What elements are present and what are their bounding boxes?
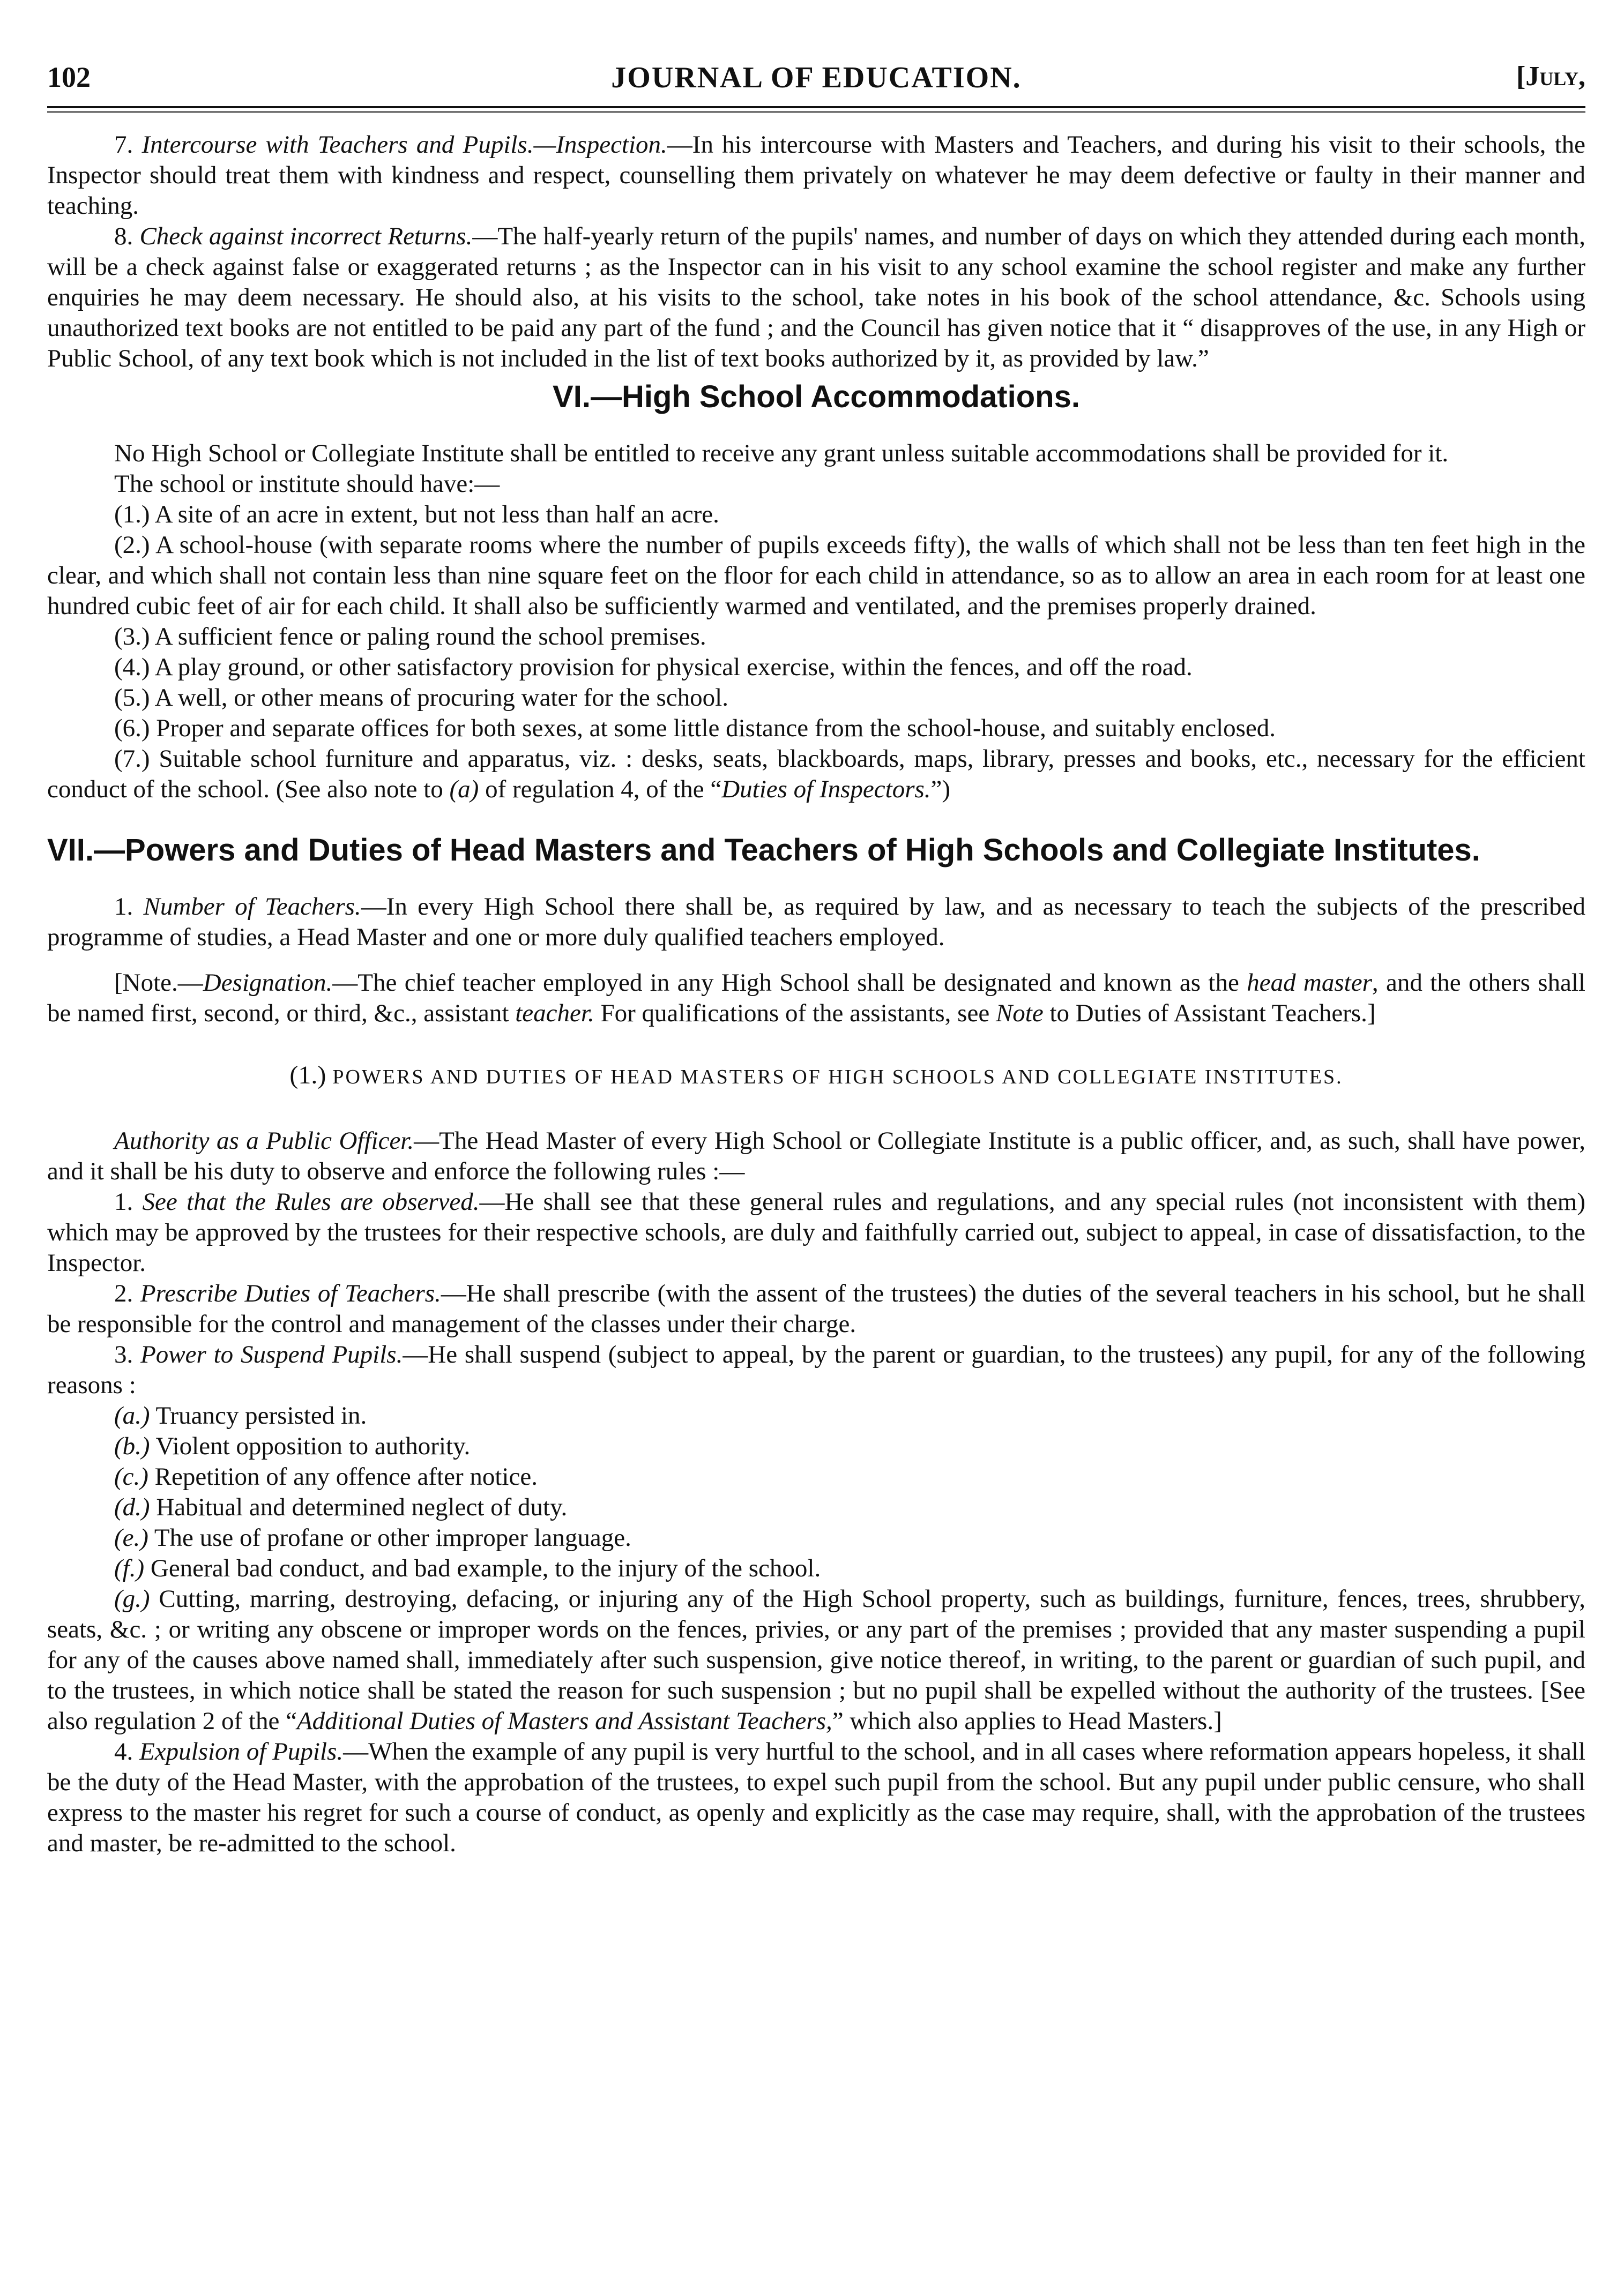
journal-title: JOURNAL OF EDUCATION.	[611, 61, 1022, 94]
list-item: (1.) A site of an acre in extent, but not less than half an acre.	[114, 500, 719, 528]
section-heading-head-masters: VII.—Powers and Duties of Head Masters and Teachers of High Schools and Collegiate Institutes.	[47, 833, 1480, 867]
journal-page	[47, 0, 1585, 2296]
paragraph-authority: Authority as a Public Officer.—The Head Master of every High School or Collegiate Institute is a public officer, and, as such, shall have power, and it shall be his duty to observe and enforce the following rules :—	[47, 1127, 1586, 1185]
paragraph-number-of-teachers: 1. Number of Teachers.—In every High School there shall be, as required by law, and as necessary to teach the subjects of the prescribed programme of studies, a Head Master and one or more duly qualified teachers employed.	[47, 893, 1585, 951]
reason-item: (g.) Cutting, marring, destroying, defacing, or injuring any of the High School property, such as buildings, furniture, fences, trees, shrubbery, seats, &c. ; or writing any obscene or improper words on the fences, privies, or any part of the premises ; provided that any master suspending a pupil for any of the causes above named shall, immediately after such suspension, give notice thereof, in writing, to the parent or guardian of such pupil, and to the trustees, in which notice shall be stated the reason for such suspension ; but no pupil shall be expelled without the authority of the trustees. [See also regulation 2 of the “Additional Duties of Masters and Assistant Teachers,” which also applies to Head Masters.]	[47, 1585, 1585, 1735]
paragraph-accommodations-intro: No High School or Collegiate Institute shall be entitled to receive any grant unless suitable accommodations shall be provided for it.	[114, 439, 1449, 467]
reason-item: (b.) Violent opposition to authority.	[114, 1432, 471, 1460]
reason-item: (d.) Habitual and determined neglect of duty.	[114, 1493, 568, 1521]
paragraph-returns: 8. Check against incorrect Returns.—The half-yearly return of the pupils' names, and number of days on which they attended during each month, will be a check against false or exaggerated returns ; as the Inspector can in his visit to any school examine the school register and make any further enquiries he may deem necessary. He should also, at his visits to the school, take notes in his book of the school attendance, &c. Schools using unauthorized text books are not entitled to be paid any part of the fund ; and the Council has given notice that it “ disapproves of the use, in any High or Public School, of any text book which is not included in the list of text books authorized by it, as provided by law.”	[47, 222, 1585, 372]
list-item: (5.) A well, or other means of procuring water for the school.	[114, 684, 728, 712]
reason-item: (e.) The use of profane or other improper language.	[114, 1524, 631, 1552]
reason-item: (c.) Repetition of any offence after notice.	[114, 1463, 538, 1491]
paragraph-inspection: 7. Intercourse with Teachers and Pupils.—Inspection.—In his intercourse with Masters and Teachers, and during his visit to their schools, the Inspector should treat them with kindness and respect, counselling them privately on whatever he may deem defective or faulty in their manner and teaching.	[47, 131, 1586, 220]
rule-item: 4. Expulsion of Pupils.—When the example of any pupil is very hurtful to the school, and in all cases where reformation appears hopeless, it shall be the duty of the Head Master, with the approbation of the trustees, to expel such pupil from the school. But any pupil under public censure, who shall express to the master his regret for such a course of conduct, as openly and explicitly as the case may require, shall, with the approbation of the trustees and master, be re-admitted to the school.	[47, 1738, 1586, 1857]
list-item: (4.) A play ground, or other satisfactory provision for physical exercise, within the fences, and off the road.	[114, 653, 1193, 681]
paragraph-heading: Check against incorrect Returns.	[139, 222, 473, 250]
header-rule-bottom	[47, 111, 1585, 113]
rule-item: 2. Prescribe Duties of Teachers.—He shall prescribe (with the assent of the trustees) the duties of the several teachers in his school, but he shall be responsible for the control and management of the classes under their charge.	[47, 1280, 1586, 1338]
reason-item: (a.) Truancy persisted in.	[114, 1402, 367, 1430]
rule-item: 3. Power to Suspend Pupils.—He shall suspend (subject to appeal, by the parent or guardian, to the trustees) any pupil, for any of the following reasons :	[47, 1341, 1585, 1399]
list-item: (7.) Suitable school furniture and apparatus, viz. : desks, seats, blackboards, maps, library, presses and books, etc., necessary for the efficient conduct of the school. (See also note to (a) of regulation 4, of the “Duties of Inspectors.”)	[47, 745, 1585, 803]
rule-item: 1. See that the Rules are observed.—He shall see that these general rules and regulations, and any special rules (not inconsistent with them) which may be approved by the trustees for their respective schools, are duly and faithfully carried out, subject to appeal, in case of dissatisfaction, to the Inspector.	[47, 1188, 1586, 1277]
paragraph-heading: Intercourse with Teachers and Pupils.—Inspection.	[141, 131, 667, 159]
list-item: (3.) A sufficient fence or paling round the school premises.	[114, 623, 706, 650]
section-heading-accommodations: VI.—High School Accommodations.	[553, 379, 1080, 414]
article-body	[47, 130, 1585, 1859]
paragraph-accommodations-lead: The school or institute should have:—	[114, 470, 500, 498]
paragraph-heading: Authority as a Public Officer.	[114, 1127, 414, 1155]
header-month: [July,	[1516, 61, 1585, 92]
subsection-heading: (1.) POWERS AND DUTIES OF HEAD MASTERS OF HIGH SCHOOLS AND COLLEGIATE INSTITUTES.	[289, 1061, 1343, 1089]
page-number: 102	[47, 61, 91, 93]
list-item: (2.) A school-house (with separate rooms where the number of pupils exceeds fifty), the walls of which shall not be less than ten feet high in the clear, and which shall not contain less than nine square feet on the floor for each child in attendance, so as to allow an area in each room for at least one hundred cubic feet of air for each child. It shall also be sufficiently warmed and ventilated, and the premises properly drained.	[47, 531, 1585, 620]
header-rule-top	[47, 106, 1585, 108]
reason-item: (f.) General bad conduct, and bad example, to the injury of the school.	[114, 1554, 821, 1582]
running-header	[47, 56, 1585, 104]
paragraph-heading: Number of Teachers.	[143, 893, 361, 921]
note-designation: [Note.—Designation.—The chief teacher employed in any High School shall be designated and known as the head master, and the others shall be named first, second, or third, &c., assistant teacher. For qualifications of the assistants, see Note to Duties of Assistant Teachers.]	[47, 969, 1585, 1027]
list-item: (6.) Proper and separate offices for both sexes, at some little distance from the school-house, and suitably enclosed.	[114, 714, 1276, 742]
